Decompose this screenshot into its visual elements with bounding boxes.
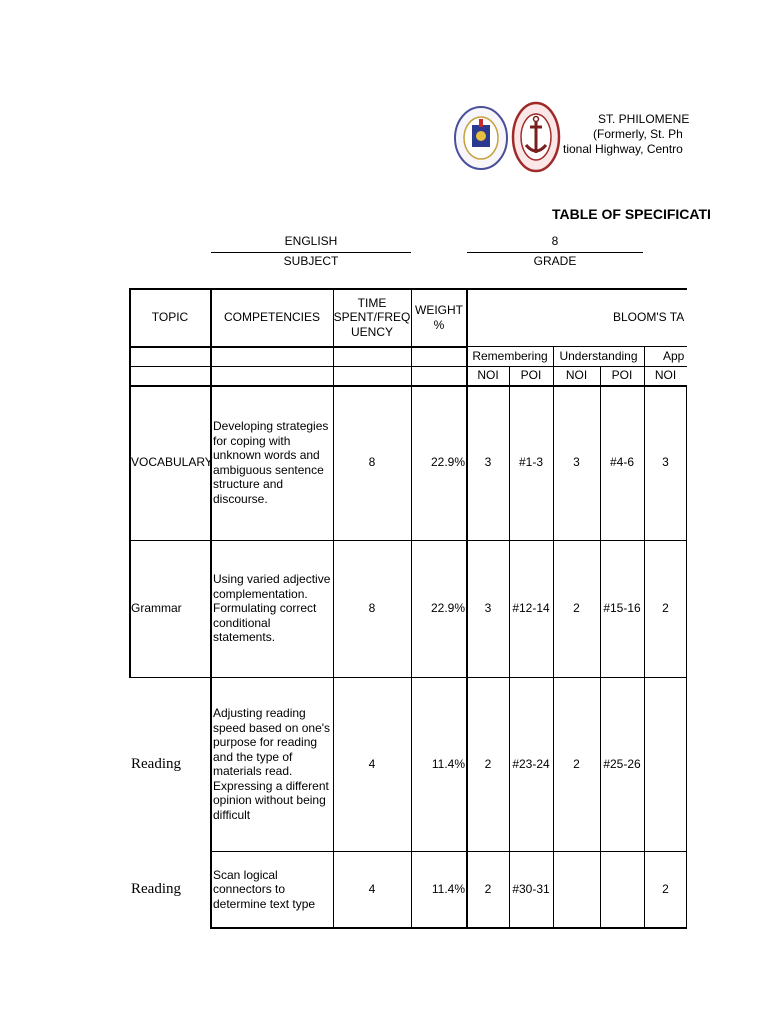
grid-line [129, 288, 687, 290]
applying-noi-cell: 2 [662, 882, 669, 897]
remembering-poi-cell: #30-31 [512, 882, 550, 897]
understanding-noi-cell [553, 851, 600, 928]
grid-line [129, 677, 211, 678]
grid-line [129, 346, 467, 348]
applying-noi-cell [644, 677, 687, 851]
weight-cell: 11.4% [431, 882, 465, 897]
subject-label: SUBJECT [283, 254, 339, 268]
grid-line [466, 288, 468, 928]
grid-line [467, 346, 687, 347]
competency-cell: Adjusting reading speed based on one's purpose for reading and the type of materials read. Expressing a different opinion without being difficult [213, 706, 331, 822]
header-blooms-taxonomy: BLOOM'S TA [613, 310, 685, 325]
weight-cell: 11.4% [431, 756, 465, 771]
grid-line [600, 366, 601, 928]
competency-cell: Using varied adjective complementation. Formulating correct conditional statements. [213, 572, 331, 645]
topic-cell: Reading [131, 881, 181, 898]
subheader-noi: NOI [477, 368, 499, 383]
grid-line [211, 677, 687, 678]
document-title: TABLE OF SPECIFICATI [552, 206, 711, 222]
school-former-name: (Formerly, St. Ph [593, 127, 683, 141]
subheader-poi: POI [611, 368, 633, 383]
header-topic: TOPIC [151, 310, 189, 325]
header-competencies: COMPETENCIES [223, 310, 320, 325]
grade-label: GRADE [533, 254, 577, 268]
topic-cell: Grammar [131, 601, 182, 616]
topic-cell: VOCABULARY [131, 455, 213, 470]
grade-value: 8 [551, 234, 559, 248]
applying-noi-cell: 2 [662, 601, 669, 616]
grid-line [129, 366, 687, 367]
grid-line [333, 288, 334, 928]
subheader-noi: NOI [565, 368, 588, 383]
grid-line [211, 927, 687, 929]
level-applying: App [663, 349, 685, 364]
remembering-poi-cell: #1-3 [518, 455, 544, 470]
subject-underline [211, 252, 411, 253]
understanding-noi-cell: 2 [573, 756, 580, 771]
grid-line [644, 347, 645, 928]
grade-underline [467, 252, 643, 253]
subheader-poi: POI [520, 368, 542, 383]
school-name: ST. PHILOMENE [598, 112, 690, 126]
topic-cell: Reading [131, 755, 181, 772]
level-remembering: Remembering [472, 349, 548, 364]
subheader-noi: NOI [654, 368, 677, 383]
understanding-poi-cell: #4-6 [609, 455, 635, 470]
remembering-noi-cell: 3 [484, 601, 492, 616]
time-cell: 8 [368, 601, 376, 616]
deped-seal-icon [453, 105, 509, 171]
grid-line [509, 366, 510, 928]
grid-line [210, 288, 212, 929]
time-cell: 8 [368, 455, 376, 470]
understanding-poi-cell: #15-16 [603, 601, 641, 616]
understanding-noi-cell: 2 [573, 601, 580, 616]
applying-noi-cell: 3 [662, 455, 669, 470]
remembering-noi-cell: 3 [484, 455, 492, 470]
grid-line [129, 288, 131, 678]
weight-cell: 22.9% [430, 601, 465, 616]
understanding-noi-cell: 3 [573, 455, 580, 470]
weight-cell: 22.9% [430, 455, 465, 470]
competency-cell: Developing strategies for coping with unknown words and ambiguous sentence structure and discourse. [213, 419, 329, 506]
grid-line [411, 288, 412, 928]
header-time-spent: TIME SPENT/FREQ UENCY [333, 295, 411, 339]
time-cell: 4 [368, 882, 376, 897]
remembering-poi-cell: #12-14 [512, 601, 550, 616]
grid-line [686, 385, 687, 928]
level-understanding: Understanding [559, 349, 638, 364]
header-weight: WEIGHT % [415, 303, 463, 332]
remembering-poi-cell: #23-24 [512, 756, 550, 771]
grid-line [553, 347, 554, 928]
grid-line [211, 851, 687, 852]
time-cell: 4 [368, 756, 376, 771]
grid-line [129, 540, 687, 541]
grid-line [129, 385, 687, 387]
competency-cell: Scan logical connectors to determine text type [213, 867, 316, 911]
understanding-poi-cell: #25-26 [603, 756, 641, 771]
st-philomene-academy-seal-icon [511, 101, 561, 173]
remembering-noi-cell: 2 [484, 882, 492, 897]
school-address: tional Highway, Centro [563, 142, 683, 156]
understanding-poi-cell [600, 851, 644, 928]
remembering-noi-cell: 2 [484, 756, 492, 771]
subject-value: ENGLISH [284, 234, 338, 248]
